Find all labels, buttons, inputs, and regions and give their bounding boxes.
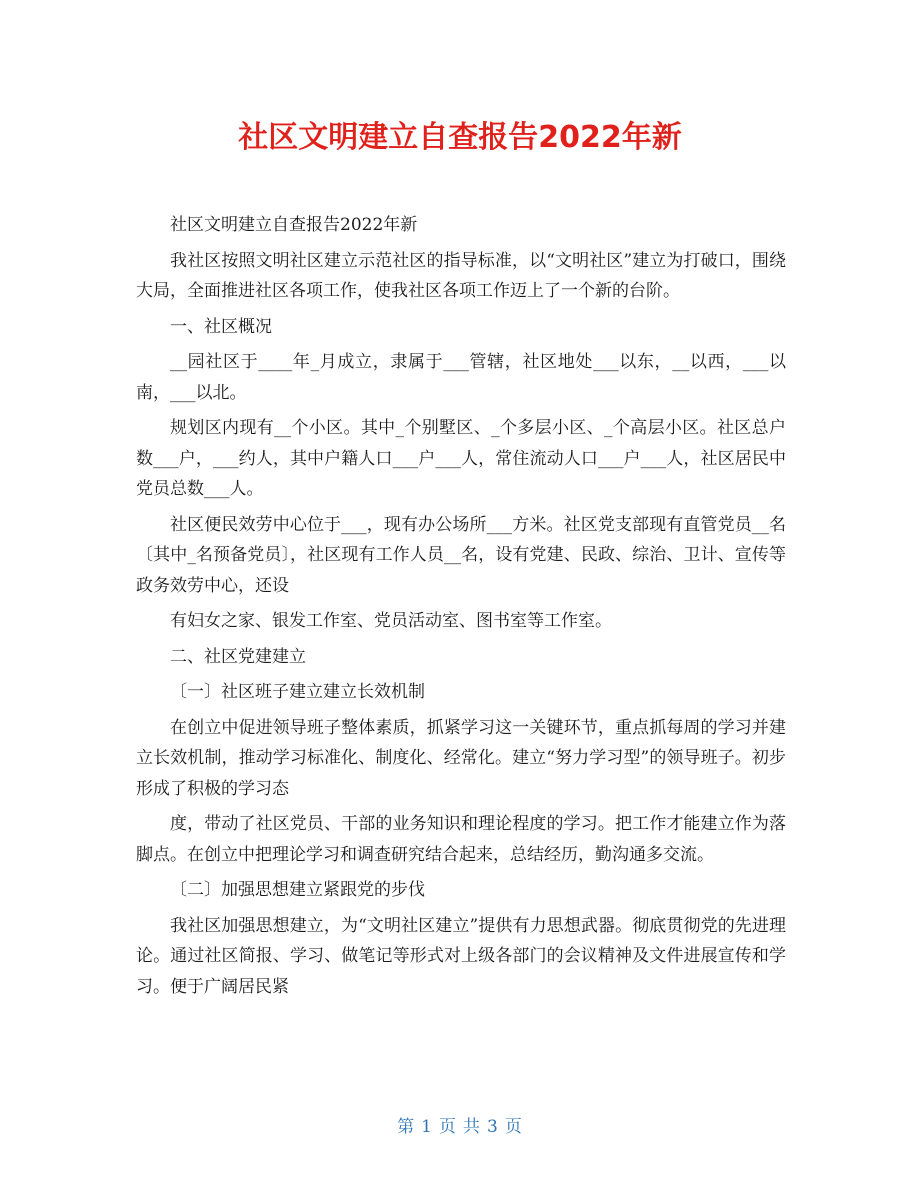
- paragraph-population: 规划区内现有__个小区。其中_个别墅区、_个多层小区、_个高层小区。社区总户数___户，___约人，其中户籍人口___户___人，常住流动人口___户___人，社区居民中党员总数___人。: [136, 418, 786, 499]
- paragraph-workrooms: 有妇女之家、银发工作室、党员活动室、图书室等工作室。: [170, 611, 612, 631]
- subsection-heading-2: 〔二〕加强思想建立紧跟党的步伐: [170, 880, 425, 900]
- footer-page-word: 第: [397, 1117, 416, 1137]
- paragraph-study: 度，带动了社区党员、干部的业务知识和理论程度的学习。把工作才能建立作为落脚点。在创立中把理论学习和调查研究结合起来，总结经历，勤沟通多交流。: [136, 814, 786, 865]
- paragraph-ideology: 我社区加强思想建立，为“文明社区建立”提供有力思想武器。彻底贯彻党的先进理论。通过社区简报、学习、做笔记等形式对上级各部门的会议精神及文件进展宣传和学习。便于广阔居民紧: [136, 915, 786, 997]
- subsection-heading-1: 〔一〕社区班子建立建立长效机制: [170, 682, 425, 702]
- document-title: 社区文明建立自查报告2022年新: [238, 120, 682, 155]
- section-heading-overview: 一、社区概况: [170, 316, 272, 337]
- paragraph-location: __园社区于____年_月成立，隶属于___管辖，社区地处___以东，__以西，___以南，___以北。: [136, 352, 786, 403]
- paragraph-intro: 我社区按照文明社区建立示范社区的指导标准，以“文明社区”建立为打破口，围绕大局，全面推进社区各项工作，使我社区各项工作迈上了一个新的台阶。: [136, 250, 786, 301]
- footer-page-unit: 页: [439, 1117, 457, 1137]
- paragraph-service-center: 社区便民效劳中心位于___，现有办公场所___方米。社区党支部现有直管党员__名〔其中_名预备党员〕，社区现有工作人员__名，设有党建、民政、综治、卫计、宣传等政务效劳中心，还设: [136, 514, 786, 596]
- footer-page-current: 1: [421, 1117, 433, 1137]
- document-body: [136, 210, 786, 1007]
- paragraph-leadership: 在创立中促进领导班子整体素质，抓紧学习这一关键环节，重点抓每周的学习并建立长效机制，推动学习标准化、制度化、经常化。建立“努力学习型”的领导班子。初步形成了积极的学习态: [136, 717, 786, 799]
- paragraph-subtitle: 社区文明建立自查报告2022年新: [170, 215, 418, 235]
- page-footer: [0, 1112, 920, 1137]
- footer-total-word: 共: [463, 1117, 481, 1137]
- footer-total-unit: 页: [504, 1117, 523, 1137]
- footer-page-total: 3: [487, 1117, 499, 1137]
- section-heading-party: 二、社区党建建立: [170, 646, 306, 667]
